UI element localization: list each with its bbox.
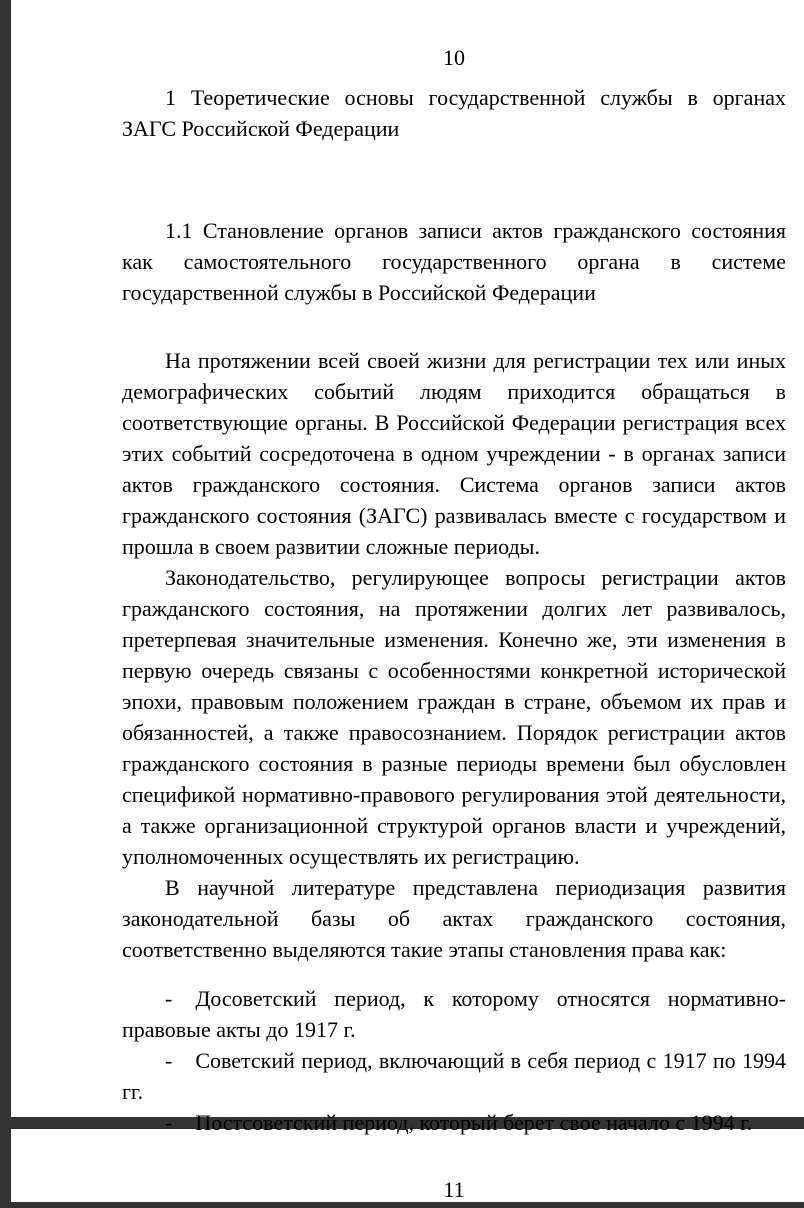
list-marker: - bbox=[165, 1048, 173, 1073]
page-10 bbox=[11, 0, 804, 1135]
list-item-text: Досоветский период, к которому относятся нормативно-правовые акты до 1917 г. bbox=[122, 986, 786, 1042]
bottom-edge-bar bbox=[0, 1202, 804, 1208]
paragraph-3: В научной литературе представлена периодизация развития законодательной базы об актах гражданского состояния, соответственно выделяются такие этапы становления права как: bbox=[122, 875, 786, 962]
page-number-10: 10 bbox=[443, 45, 465, 70]
page-number-11: 11 bbox=[443, 1177, 465, 1202]
chapter-heading: 1 Теоретические основы государственной службы в органах ЗАГС Российской Федерации bbox=[122, 85, 786, 141]
list-item-text: Постсоветский период, который берет свое начало с 1994 г. bbox=[195, 1110, 753, 1135]
list-marker: - bbox=[165, 986, 173, 1011]
paragraph-1: На протяжении всей своей жизни для регистрации тех или иных демографических событий людям приходится обращаться в соответствующие органы. В Российской Федерации регистрация всех этих событий сосредоточена в одном учреждении - в органах записи актов гражданского состояния. Система органов записи актов гражданского состояния (ЗАГС) развивалась вместе с государством и прошла в своем развитии сложные периоды. bbox=[122, 348, 786, 559]
list-item bbox=[122, 1107, 786, 1138]
list-item-text: Советский период, включающий в себя период с 1917 по 1994 гг. bbox=[122, 1048, 786, 1104]
list-marker: - bbox=[165, 1110, 173, 1135]
list-item bbox=[122, 1045, 786, 1107]
page-11 bbox=[11, 1129, 804, 1202]
paragraph-2: Законодательство, регулирующее вопросы регистрации актов гражданского состояния, на протяжении долгих лет развивалось, претерпевая значительные изменения. Конечно же, эти изменения в первую очередь связаны с особенностями конкретной исторической эпохи, правовым положением граждан в стране, объемом их прав и обязанностей, а также правосознанием. Порядок регистрации актов гражданского состояния в разные периоды времени был обусловлен спецификой нормативно-правового регулирования этой деятельности, а также организационной структурой органов власти и учреждений, уполномоченных осуществлять их регистрацию. bbox=[122, 565, 786, 869]
section-heading: 1.1 Становление органов записи актов гражданского состояния как самостоятельного государственного органа в системе государственной службы в Российской Федерации bbox=[122, 218, 786, 305]
list-item bbox=[122, 983, 786, 1045]
